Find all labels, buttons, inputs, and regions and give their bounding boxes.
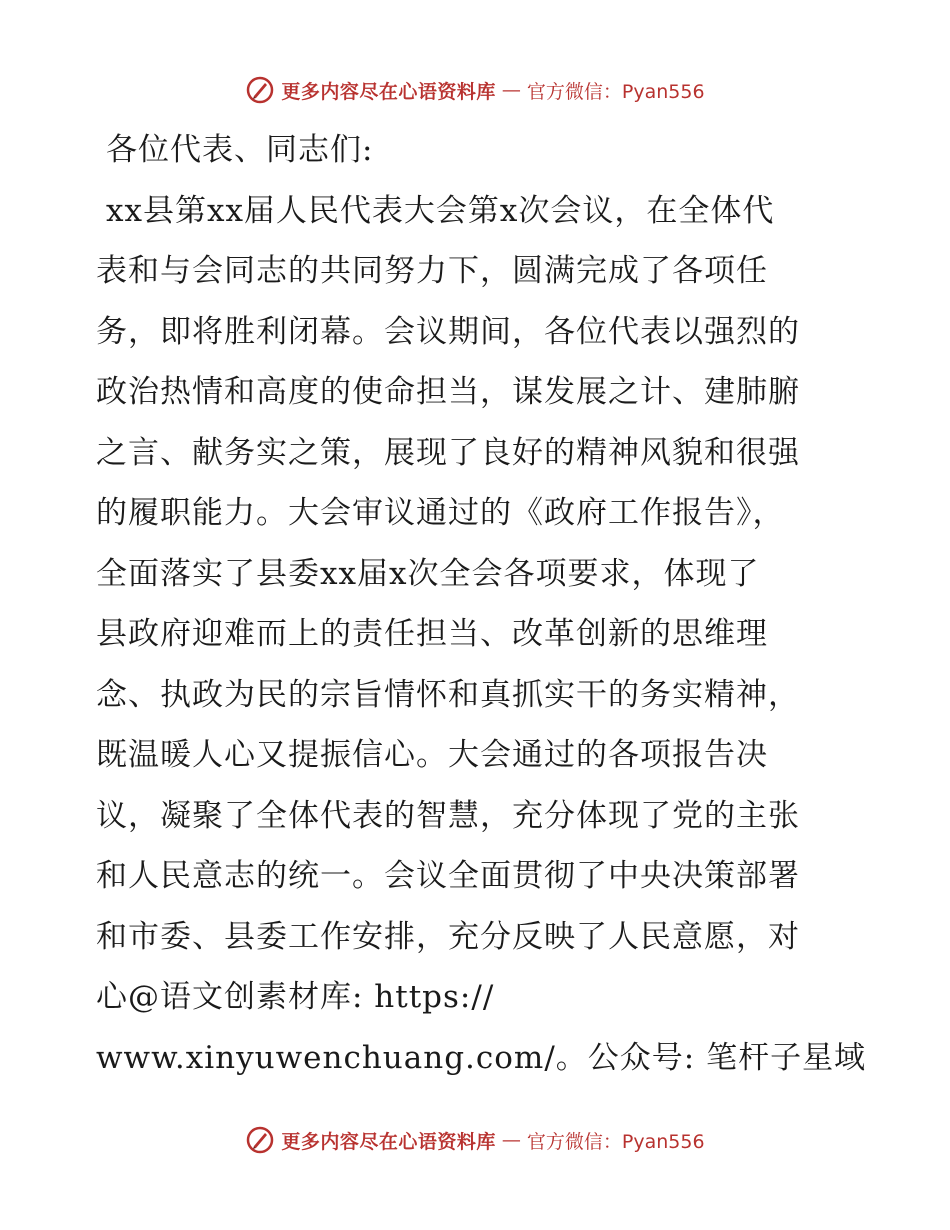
paragraph-line: xx县第xx届人民代表大会第x次会议，在全体代: [106, 192, 775, 229]
paragraph-line: 政治热情和高度的使命担当，谋发展之计、建肺腑: [96, 374, 800, 410]
quill-logo-icon: [245, 1125, 275, 1155]
document-body: [96, 120, 867, 1088]
watermark-brand: 更多内容尽在心语资料库: [281, 1130, 496, 1153]
paragraph-line: 和市委、县委工作安排，充分反映了人民意愿，对: [96, 918, 800, 955]
paragraph-line: 既温暖人心又提振信心。大会通过的各项报告决: [96, 737, 768, 773]
watermark-brand: 更多内容尽在心语资料库: [281, 80, 496, 103]
paragraph-line: 念、执政为民的宗旨情怀和真抓实干的务实精神，: [96, 676, 800, 713]
paragraph-line: 议，凝聚了全体代表的智慧，充分体现了党的主张: [96, 797, 800, 834]
paragraph-line: www.xinyuwenchuang.com/。公众号: 笔杆子星域: [96, 1039, 867, 1076]
watermark-separator: —: [501, 1129, 521, 1151]
watermark-wechat: 官方微信：Pyan556: [526, 80, 705, 103]
quill-logo-icon: [245, 75, 275, 105]
paragraph-line: 之言、献务实之策，展现了良好的精神风貌和很强: [96, 434, 800, 471]
watermark-separator: —: [501, 79, 521, 101]
footer-watermark: [0, 1120, 950, 1160]
watermark-wechat: 官方微信：Pyan556: [526, 1130, 705, 1153]
paragraph-line: 的履职能力。大会审议通过的《政府工作报告》，: [96, 495, 785, 531]
paragraph-line: 县政府迎难而上的责任担当、改革创新的思维理: [96, 616, 768, 652]
paragraph-line: 表和与会同志的共同努力下，圆满完成了各项任: [96, 253, 768, 289]
paragraph-line: 心@语文创素材库: https://: [96, 979, 495, 1015]
paragraph-line: 全面落实了县委xx届x次全会各项要求，体现了: [96, 555, 760, 592]
header-watermark: [0, 70, 950, 110]
paragraph-line: 和人民意志的统一。会议全面贯彻了中央决策部署: [96, 858, 800, 894]
paragraph-line: 务，即将胜利闭幕。会议期间，各位代表以强烈的: [96, 313, 800, 350]
greeting: 各位代表、同志们:: [106, 132, 374, 168]
